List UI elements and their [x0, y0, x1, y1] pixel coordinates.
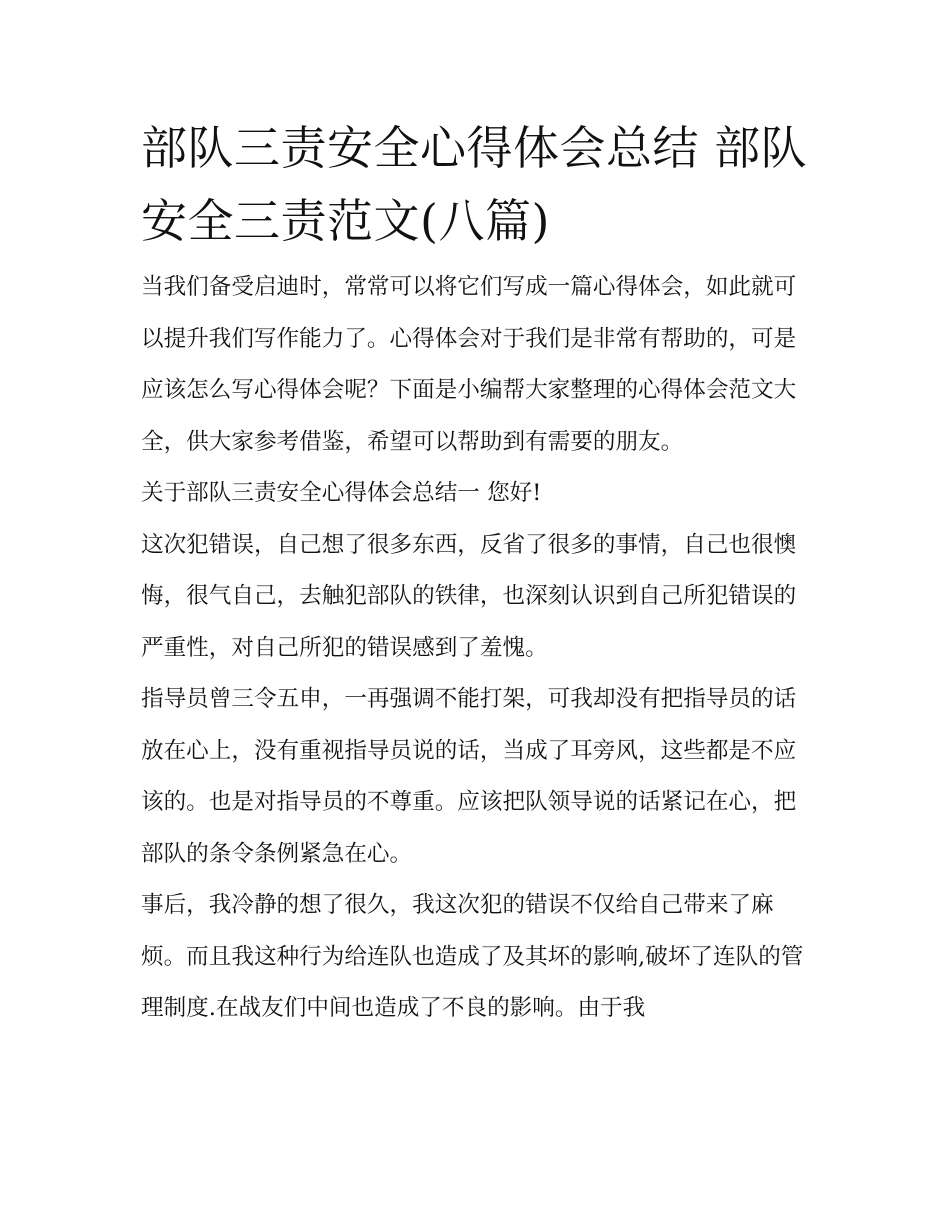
intro-paragraph: 当我们备受启迪时，常常可以将它们写成一篇心得体会，如此就可以提升我们写作能力了。心得体会对于我们是非常有帮助的，可是应该怎么写心得体会呢？下面是小编帮大家整理的心得体会范文大全，供大家参考借鉴，希望可以帮助到有需要的朋友。 — [141, 274, 797, 455]
section-heading-paragraph: 关于部队三责安全心得体会总结一 您好! — [141, 480, 542, 506]
body-paragraph: 这次犯错误，自己想了很多东西，反省了很多的事情，自己也很懊悔，很气自己，去触犯部队的铁律，也深刻认识到自己所犯错误的严重性，对自己所犯的错误感到了羞愧。 — [141, 531, 797, 661]
document-content — [141, 112, 813, 1035]
body-paragraph: 事后，我冷静的想了很久，我这次犯的错误不仅给自己带来了麻烦。而且我这种行为给连队也造成了及其坏的影响,破坏了连队的管理制度.在战友们中间也造成了不良的影响。由于我 — [141, 892, 804, 1021]
document-title: 部队三责安全心得体会总结 部队安全三责范文(八篇) — [141, 121, 808, 248]
body-paragraph: 指导员曾三令五申，一再强调不能打架，可我却没有把指导员的话放在心上，没有重视指导员说的话，当成了耳旁风，这些都是不应该的。也是对指导员的不尊重。应该把队领导说的话紧记在心，把部队的条令条例紧急在心。 — [141, 686, 797, 867]
